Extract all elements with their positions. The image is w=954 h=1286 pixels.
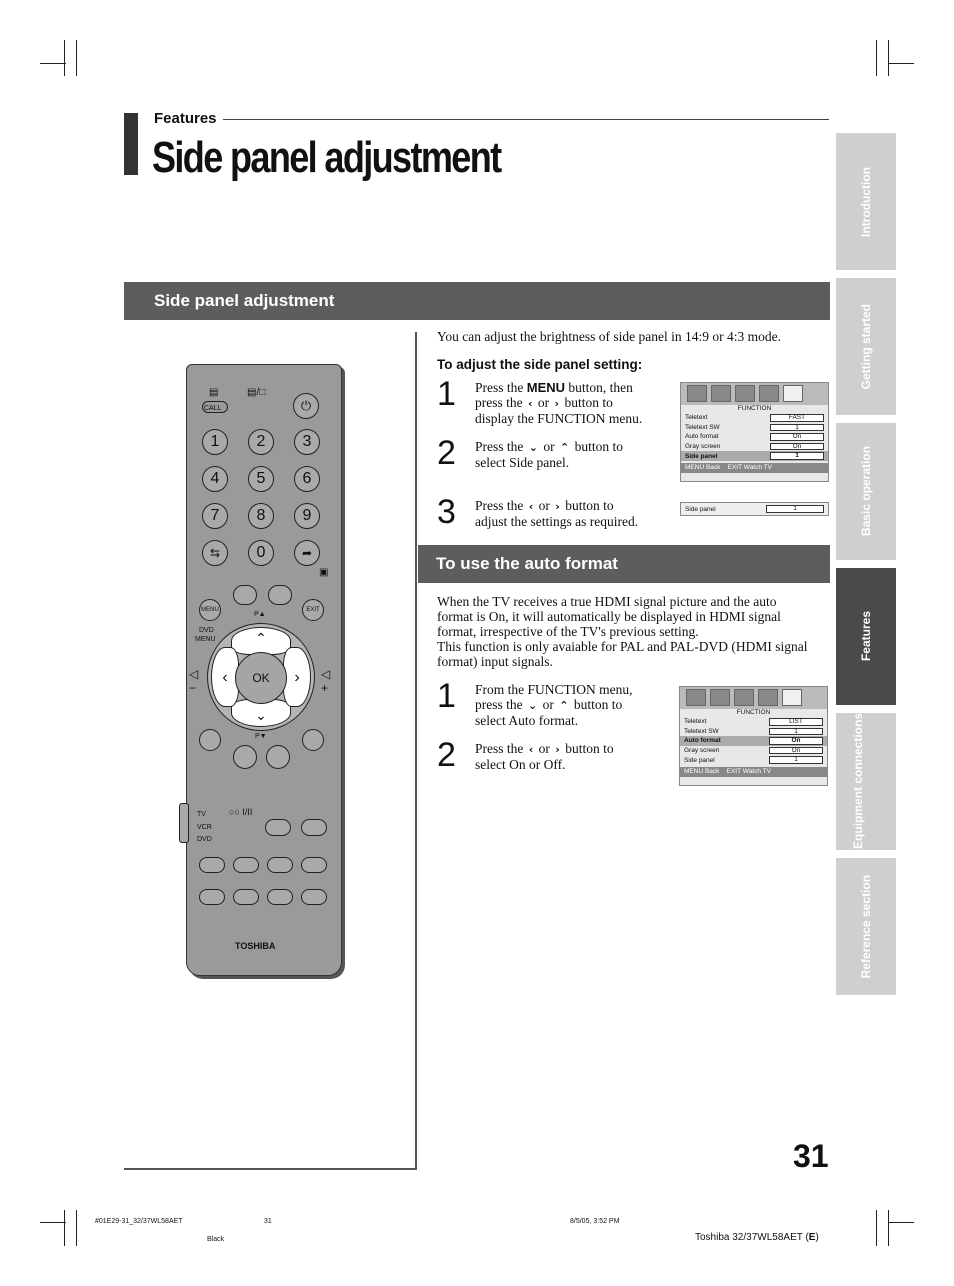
menu-row: Gray screen On: [680, 746, 827, 756]
menu-row: Side panel 1: [680, 755, 827, 765]
wide-button[interactable]: [268, 585, 292, 605]
dvd-menu-label: MENU: [195, 636, 216, 643]
digit-button[interactable]: 5: [248, 466, 274, 492]
frame-line-vertical: [415, 332, 417, 1170]
exit-button[interactable]: EXIT: [302, 599, 324, 621]
power-icon: ⏻: [300, 398, 312, 413]
function-menu-screen: FUNCTION Teletext FAST Teletext SW 1 Auto format On Gray screen On Side panel 1 MENU Back EXIT Watch TV: [680, 382, 829, 482]
dvd-menu-label: DVD: [199, 627, 214, 634]
footer-page: 31: [264, 1218, 272, 1225]
side-panel-adjust-bar: Side panel 1: [680, 502, 829, 516]
feature-icon: [735, 385, 755, 402]
chevron-left-icon: ‹: [528, 743, 534, 756]
tab-equipment-connections[interactable]: Equipment connections: [836, 713, 896, 850]
step-number: 1: [437, 677, 456, 715]
brand-logo: TOSHIBA: [235, 941, 276, 951]
chevron-left-icon: ‹: [222, 669, 228, 686]
dpad-up-button[interactable]: [231, 627, 291, 655]
ok-button[interactable]: OK: [235, 652, 287, 704]
tab-introduction[interactable]: Introduction: [836, 133, 896, 270]
auto-step-2-text: Press the ‹ or › button to select On or Off.: [475, 741, 614, 772]
function-icon: [783, 385, 803, 402]
skip-back-button[interactable]: [233, 889, 259, 905]
step-2-text: Press the ⌄ or ⌃ button to select Side panel.: [475, 439, 623, 470]
play-button[interactable]: [267, 857, 293, 873]
red-button[interactable]: [199, 729, 221, 751]
yellow-button[interactable]: [266, 745, 290, 769]
return-button[interactable]: [202, 540, 228, 566]
return-icon: ⇆: [209, 546, 221, 560]
footer-color: Black: [207, 1236, 225, 1243]
digit-button[interactable]: 9: [294, 503, 320, 529]
chevron-left-icon: ‹: [528, 500, 534, 513]
p-up-label: P▲: [254, 611, 266, 618]
chevron-right-icon: ›: [555, 743, 560, 756]
menu-footer: MENU Back EXIT Watch TV: [681, 463, 828, 473]
section-banner-auto-format: To use the auto format: [418, 545, 830, 583]
teletext-mix-icon: ▤/□: [247, 387, 266, 398]
pause-button[interactable]: [199, 889, 225, 905]
page-title: Side panel adjustment: [152, 133, 501, 182]
section-marker: [124, 113, 138, 175]
chevron-down-icon: ⌄: [528, 699, 538, 712]
section-rule: [223, 119, 829, 120]
step-1-text: Press the MENU button, then press the ‹ or › button to display the FUNCTION menu.: [475, 380, 643, 426]
menu-row: Teletext SW 1: [680, 727, 827, 737]
chevron-right-icon: ›: [554, 397, 560, 410]
footer-date: 8/5/05, 3:52 PM: [570, 1218, 620, 1225]
feature-icon: [734, 689, 754, 706]
power-button[interactable]: [293, 393, 319, 419]
source-switch[interactable]: [179, 803, 189, 843]
step-number: 2: [437, 736, 456, 774]
subheading: To adjust the side panel setting:: [437, 357, 643, 372]
sound-mode-button[interactable]: [265, 819, 291, 836]
chevron-up-icon: ⌃: [559, 699, 569, 712]
blue-button[interactable]: [302, 729, 324, 751]
auto-format-paragraph: When the TV receives a true HDMI signal picture and the auto format is On, it will automatically be displayed in HDMI signal format, irrespective of the TV's previous setting. This function is only avaiable for PAL and PAL-DVD (HDMI signal format) input signals.: [437, 594, 808, 669]
tab-getting-started[interactable]: Getting started: [836, 278, 896, 415]
chevron-up-icon: ⌃: [559, 441, 570, 454]
digit-button[interactable]: 2: [248, 429, 274, 455]
menu-row-selected: Side panel 1: [681, 451, 828, 461]
fast-forward-button[interactable]: [301, 857, 327, 873]
digit-button[interactable]: 3: [294, 429, 320, 455]
function-menu-screen-auto: FUNCTION Teletext LIST Teletext SW 1 Auto format On Gray screen On Side panel 1 MENU Back EXIT Watch TV: [679, 686, 828, 786]
vcr-label: VCR: [197, 824, 212, 831]
tv-label: TV: [197, 811, 206, 818]
chevron-right-icon: ›: [294, 669, 300, 686]
menu-row: Teletext LIST: [680, 717, 827, 727]
tab-reference-section[interactable]: Reference section: [836, 858, 896, 995]
section-label: Features: [154, 110, 217, 127]
chevron-down-icon: ⌄: [528, 441, 538, 454]
menu-row-selected: Auto format On: [680, 736, 827, 746]
intro-text: You can adjust the brightness of side panel in 14:9 or 4:3 mode.: [437, 329, 781, 344]
remote-control: [186, 364, 342, 976]
digit-button[interactable]: 7: [202, 503, 228, 529]
digit-button[interactable]: 8: [248, 503, 274, 529]
section-banner-side-panel: Side panel adjustment: [124, 282, 830, 320]
green-button[interactable]: [233, 745, 257, 769]
menu-footer: MENU Back EXIT Watch TV: [680, 767, 827, 777]
picture-mode-button[interactable]: [233, 585, 257, 605]
call-label: CALL: [204, 405, 222, 412]
auto-step-1-text: From the FUNCTION menu, press the ⌄ or ⌃ button to select Auto format.: [475, 682, 633, 728]
stop-button[interactable]: [267, 889, 293, 905]
setup-icon: [759, 385, 779, 402]
step-number: 2: [437, 434, 456, 472]
tab-basic-operation[interactable]: Basic operation: [836, 423, 896, 560]
chevron-left-icon: ‹: [528, 397, 533, 410]
skip-forward-button[interactable]: [301, 889, 327, 905]
volume-down-icon: ◁ −: [189, 667, 199, 695]
screen-icon: ▣: [319, 567, 329, 578]
picture-icon: [687, 385, 707, 402]
setup-icon: [758, 689, 778, 706]
footer-model: Toshiba 32/37WL58AET (E): [695, 1232, 819, 1243]
step-3-text: Press the ‹ or › button to adjust the settings as required.: [475, 498, 639, 529]
digit-button[interactable]: 6: [294, 466, 320, 492]
dvd-label: DVD: [197, 836, 212, 843]
input-icon: ➦: [301, 546, 313, 560]
input-button[interactable]: [294, 540, 320, 566]
step-number: 1: [437, 375, 456, 413]
teletext-icon: ▤: [209, 387, 219, 398]
chevron-down-icon: ⌄: [255, 707, 267, 723]
page-number: 31: [793, 1138, 829, 1174]
function-icon: [782, 689, 802, 706]
rewind-button[interactable]: [233, 857, 259, 873]
mute-button[interactable]: [301, 819, 327, 836]
menu-row: Gray screen On: [681, 442, 828, 452]
p-down-label: P▼: [255, 733, 267, 740]
footer-file: #01E29-31_32/37WL58AET: [95, 1218, 183, 1225]
menu-row: Teletext FAST: [681, 413, 828, 423]
digit-button[interactable]: 4: [202, 466, 228, 492]
call-button[interactable]: [202, 401, 228, 413]
frame-line-horizontal: [124, 1168, 417, 1170]
dual-sound-label: ○○ I/II: [229, 807, 253, 817]
eject-button[interactable]: [199, 857, 225, 873]
sound-icon: [711, 385, 731, 402]
digit-button[interactable]: 1: [202, 429, 228, 455]
sound-icon: [710, 689, 730, 706]
step-number: 3: [437, 493, 456, 531]
chevron-up-icon: ⌃: [255, 630, 267, 646]
menu-button[interactable]: MENU: [199, 599, 221, 621]
menu-row: Teletext SW 1: [681, 423, 828, 433]
menu-row: Auto format On: [681, 432, 828, 442]
dpad-right-button[interactable]: [283, 647, 311, 707]
digit-button[interactable]: 0: [248, 540, 274, 566]
picture-icon: [686, 689, 706, 706]
tab-features[interactable]: Features: [836, 568, 896, 705]
chevron-right-icon: ›: [555, 500, 560, 513]
volume-up-icon: ◁ +: [321, 667, 331, 695]
